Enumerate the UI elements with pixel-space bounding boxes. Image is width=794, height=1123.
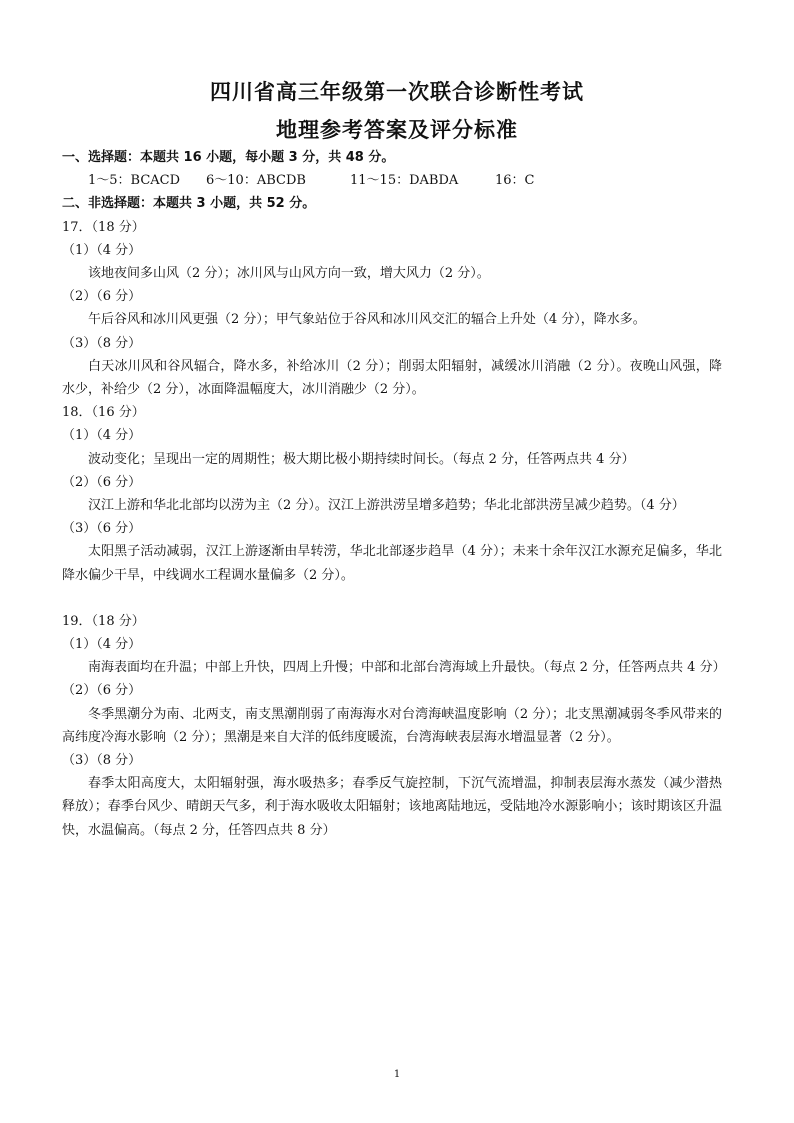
sub-question-label: （2）（6 分） <box>62 683 142 699</box>
document-title: 四川省高三年级第一次联合诊断性考试 <box>210 80 584 104</box>
answer-text: 白天冰川风和谷风辐合，降水多，补给冰川（2 分）；削弱太阳辐射，减缓冰川消融（2 分）。夜晚山风强，降水少，补给少（2 分），冰面降温幅度大，冰川消融少（2 分）。 <box>62 358 722 398</box>
sub-question-label: （3）（8 分） <box>62 335 142 351</box>
question-label: 17．（18 分） <box>62 219 145 235</box>
answer-group: 1～5：BCACD <box>88 173 181 189</box>
section-heading-choice: 一、选择题：本题共 16 小题，每小题 3 分，共 48 分。 <box>62 150 395 165</box>
answer-text: 午后谷风和冰川风更强（2 分）；甲气象站位于谷风和冰川风交汇的辐合上升处（4 分），降水多。 <box>88 312 646 328</box>
sub-question-label: （3）（8 分） <box>62 753 142 769</box>
sub-question-label: （1）（4 分） <box>62 428 142 444</box>
answer-text: 春季太阳高度大，太阳辐射强，海水吸热多；春季反气旋控制，下沉气流增温，抑制表层海水蒸发（减少潜热释放）；春季台风少、晴朗天气多，利于海水吸收太阳辐射；该地离陆地远，受陆地冷水源影响小；该时期该区升温快，水温偏高。（每点 2 分，任答四点共 8 分） <box>62 776 722 838</box>
answer-text: 南海表面均在升温；中部上升快，四周上升慢；中部和北部台湾海域上升最快。（每点 2 分，任答两点共 4 分） <box>88 660 726 676</box>
answer-group: 11～15：DABDA <box>350 173 459 189</box>
question-label: 19．（18 分） <box>62 613 145 629</box>
sub-question-label: （2）（6 分） <box>62 289 142 305</box>
sub-question-label: （2）（6 分） <box>62 474 142 490</box>
answer-text: 汉江上游和华北北部均以涝为主（2 分）。汉江上游洪涝呈增多趋势；华北北部洪涝呈减少趋势。（4 分） <box>88 498 685 514</box>
sub-question-label: （1）（4 分） <box>62 242 142 258</box>
choice-answers <box>62 169 722 192</box>
document-body <box>62 146 726 842</box>
answer-group: 6～10：ABCDB <box>206 173 306 189</box>
spacer <box>62 587 722 610</box>
sub-question-label: （1）（4 分） <box>62 637 142 653</box>
section-heading-nonchoice: 二、非选择题：本题共 3 小题，共 52 分。 <box>62 196 316 212</box>
answer-group: 16：C <box>495 173 535 189</box>
answer-text: 波动变化；呈现出一定的周期性；极大期比极小期持续时间长。（每点 2 分，任答两点共 4 分） <box>88 451 635 467</box>
page-number: 1 <box>393 1069 401 1080</box>
document-subtitle: 地理参考答案及评分标准 <box>276 118 518 142</box>
answer-text: 冬季黑潮分为南、北两支，南支黑潮削弱了南海海水对台湾海峡温度影响（2 分）；北支黑潮减弱冬季风带来的高纬度冷海水影响（2 分）；黑潮是来自大洋的低纬度暖流，台湾海峡表层海水增温显著（2 分）。 <box>62 706 722 745</box>
answer-text: 太阳黑子活动减弱，汉江上游逐渐由旱转涝，华北北部逐步趋旱（4 分）；未来十余年汉江水源充足偏多，华北降水偏少干旱，中线调水工程调水量偏多（2 分）。 <box>62 544 722 583</box>
answer-text: 该地夜间多山风（2 分）；冰川风与山风方向一致，增大风力（2 分）。 <box>88 266 490 282</box>
question-label: 18．（16 分） <box>62 405 145 421</box>
sub-question-label: （3）（6 分） <box>62 521 142 537</box>
